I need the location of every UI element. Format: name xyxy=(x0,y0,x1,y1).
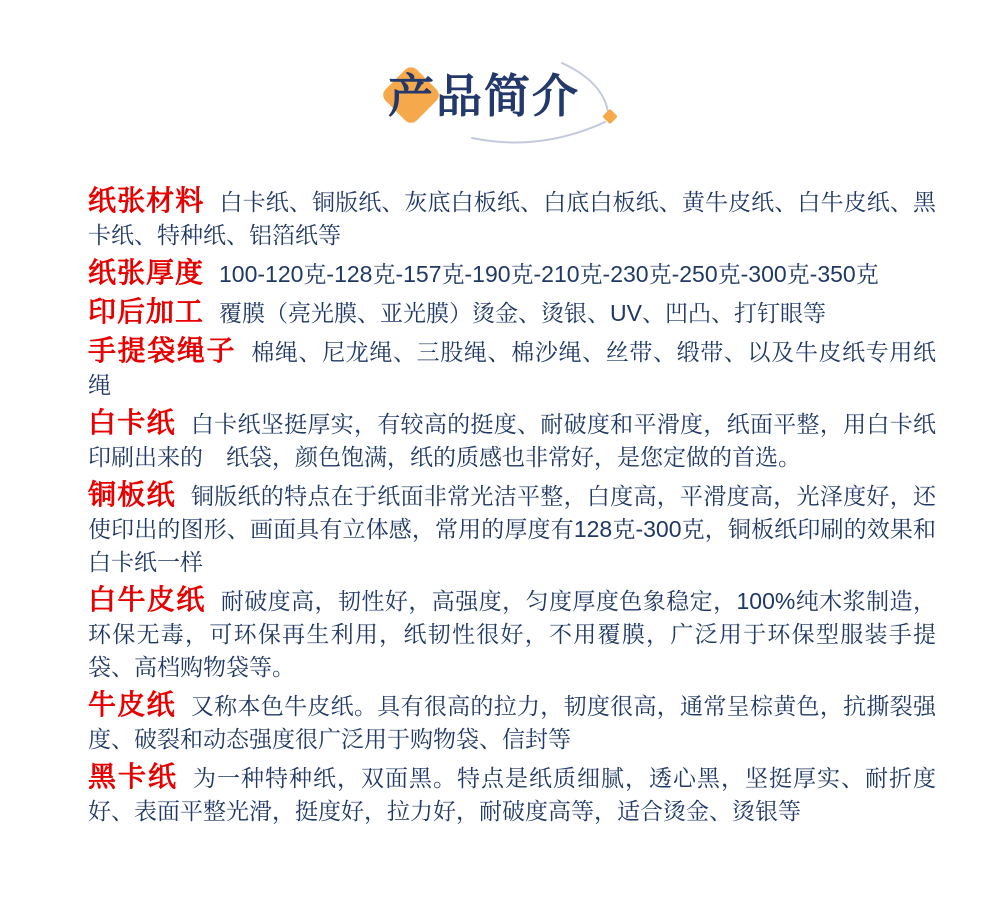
section-label: 黑卡纸 xyxy=(88,761,178,792)
section-body: 铜版纸的特点在于纸面非常光洁平整，白度高，平滑度高，光泽度好，还使印出的图形、画面具有立体感，常用的厚度有128克-300克，铜板纸印刷的效果和白卡纸一样 xyxy=(88,483,936,575)
section-body: 耐破度高，韧性好，高强度，匀度厚度色象稳定，100%纯木浆制造，环保无毒，可环保再生利用，纸韧性很好，不用覆膜，广泛用于环保型服装手提袋、高档购物袋等。 xyxy=(88,588,936,680)
section-post-press-finishing xyxy=(88,295,936,330)
section-kraft-paper xyxy=(88,688,936,756)
section-body: 100-120克-128克-157克-190克-210克-230克-250克-300克-350克 xyxy=(219,261,879,287)
section-white-kraft-paper xyxy=(88,583,936,684)
section-label: 纸张材料 xyxy=(88,185,205,216)
section-bag-rope xyxy=(88,334,936,402)
section-body: 棉绳、尼龙绳、三股绳、棉沙绳、丝带、缎带、以及牛皮纸专用纸绳 xyxy=(88,339,936,398)
section-label: 白牛皮纸 xyxy=(88,584,206,615)
section-black-cardboard xyxy=(88,760,936,828)
section-label: 白卡纸 xyxy=(88,407,176,438)
section-label: 纸张厚度 xyxy=(88,257,205,288)
section-label: 手提袋绳子 xyxy=(88,335,237,366)
sections-list xyxy=(88,184,936,832)
section-paper-thickness xyxy=(88,256,936,291)
section-coated-paper xyxy=(88,478,936,579)
section-label: 牛皮纸 xyxy=(88,689,176,720)
section-body: 白卡纸坚挺厚实，有较高的挺度、耐破度和平滑度，纸面平整，用白卡纸印刷出来的 纸袋，颜色饱满，纸的质感也非常好，是您定做的首选。 xyxy=(88,411,936,470)
section-body: 白卡纸、铜版纸、灰底白板纸、白底白板纸、黄牛皮纸、白牛皮纸、黑卡纸、特种纸、铝箔纸等 xyxy=(88,189,936,248)
page-title: 产品简介 xyxy=(388,70,580,122)
section-label: 印后加工 xyxy=(88,296,205,327)
section-white-cardboard xyxy=(88,406,936,474)
section-label: 铜板纸 xyxy=(88,479,176,510)
title-block xyxy=(0,0,1000,186)
section-paper-material xyxy=(88,184,936,252)
section-body: 为一种特种纸，双面黑。特点是纸质细腻，透心黑，坚挺厚实、耐折度好、表面平整光滑，挺度好，拉力好，耐破度高等，适合烫金、烫银等 xyxy=(88,765,936,824)
section-body: 覆膜（亮光膜、亚光膜）烫金、烫银、UV、凹凸、打钉眼等 xyxy=(219,300,826,326)
section-body: 又称本色牛皮纸。具有很高的拉力，韧度很高，通常呈棕黄色，抗撕裂强度、破裂和动态强度很广泛用于购物袋、信封等 xyxy=(88,693,936,752)
